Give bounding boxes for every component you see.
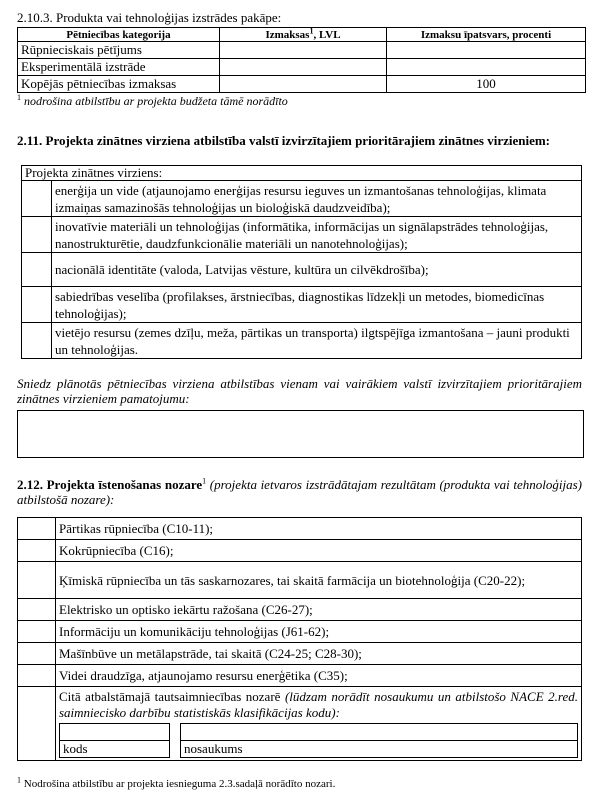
list-item — [18, 643, 582, 665]
name-label: nosaukums — [181, 741, 578, 758]
direction-checkbox[interactable] — [22, 287, 52, 323]
research-cost-table — [17, 27, 586, 93]
list-item — [18, 599, 582, 621]
industry-label: Mašīnbūve un metālapstrāde, tai skaitā (C24-25; C28-30); — [56, 643, 582, 665]
row-category: Rūpnieciskais pētījums — [18, 42, 220, 59]
cost-input[interactable] — [220, 59, 387, 76]
science-direction-header: Projekta zinātnes virziens: — [22, 166, 582, 181]
section-2-12-title: 2.12. Projekta īstenošanas nozare$^1$ (projekta ietvaros izstrādātajam rezultātam (produkta vai tehnoloģijas) atbilstošā nozare): — [17, 476, 582, 507]
other-industry-fields — [59, 723, 578, 758]
list-item — [18, 687, 582, 761]
industry-table — [17, 517, 582, 761]
industry-label: Pārtikas rūpniecība (C10-11); — [56, 518, 582, 540]
industry-label: Kokrūpniecība (C16); — [56, 540, 582, 562]
direction-label: sabiedrības veselība (profilakses, ārstniecības, diagnostikas līdzekļi un metodes, biomedicīnas tehnoloģijas); — [52, 287, 582, 323]
justification-textarea[interactable] — [17, 410, 584, 458]
table-row — [18, 42, 586, 59]
share-input[interactable]: 100 — [387, 76, 586, 93]
code-label: kods — [60, 741, 170, 758]
industry-checkbox[interactable] — [18, 562, 56, 599]
row-category: Eksperimentālā izstrāde — [18, 59, 220, 76]
industry-checkbox[interactable] — [18, 518, 56, 540]
list-item — [22, 217, 582, 253]
table-row — [18, 59, 586, 76]
direction-label: enerģija un vide (atjaunojamo enerģijas resursu ieguves un izmantošanas tehnoloģijas, klimata izmaiņas samazinošās tehnoloģijas un bioloģiskā daudzveidība); — [52, 181, 582, 217]
col-header-category: Pētniecības kategorija — [18, 28, 220, 42]
name-input[interactable] — [181, 724, 578, 741]
table-row — [18, 76, 586, 93]
list-item — [22, 181, 582, 217]
direction-label: nacionālā identitāte (valoda, Latvijas vēsture, kultūra un cilvēkdrošība); — [52, 253, 582, 287]
industry-checkbox[interactable] — [18, 599, 56, 621]
cost-input[interactable] — [220, 42, 387, 59]
footnote-2-12: $^1$ Nodrošina atbilstību ar projekta iesnieguma 2.3.sadaļā norādīto nozari. — [17, 775, 336, 790]
list-item — [18, 518, 582, 540]
industry-checkbox[interactable] — [18, 621, 56, 643]
list-item — [22, 253, 582, 287]
list-item — [18, 562, 582, 599]
list-item — [22, 287, 582, 323]
direction-label: inovatīvie materiāli un tehnoloģijas (informātika, informācijas un signālapstrādes tehnoloģijas, nanostrukturētie, daudzfunkcionālie materiāli un nanotehnoloģijas); — [52, 217, 582, 253]
science-direction-table — [21, 165, 582, 359]
industry-checkbox[interactable] — [18, 643, 56, 665]
direction-checkbox[interactable] — [22, 253, 52, 287]
other-industry-text: Citā atbalstāmajā tautsaimniecības nozarē (lūdzam norādīt nosaukumu un atbilstošo NACE 2.red. saimniecisko darbību statistiskās klasifikācijas kodu): — [59, 689, 579, 720]
share-input[interactable] — [387, 42, 586, 59]
direction-label: vietējo resursu (zemes dzīļu, meža, pārtikas un transporta) ilgtspējīga izmantošana – jauni produkti un tehnoloģijas. — [52, 323, 582, 359]
list-item — [18, 540, 582, 562]
justification-prompt: Sniedz plānotās pētniecības virziena atbilstības vienam vai vairākiem valstī izvirzītajiem prioritārajiem zinātnes virzieniem pamatojumu: — [17, 376, 582, 406]
industry-label: Informāciju un komunikāciju tehnoloģijas (J61-62); — [56, 621, 582, 643]
direction-checkbox[interactable] — [22, 181, 52, 217]
list-item — [22, 323, 582, 359]
col-header-share: Izmaksu īpatsvars, procenti — [387, 28, 586, 42]
industry-label: Elektrisko un optisko iekārtu ražošana (C26-27); — [56, 599, 582, 621]
section-2-10-3-title: 2.10.3. Produkta vai tehnoloģijas izstrādes pakāpe: — [17, 10, 282, 25]
direction-checkbox[interactable] — [22, 217, 52, 253]
list-item — [18, 665, 582, 687]
direction-checkbox[interactable] — [22, 323, 52, 359]
industry-checkbox[interactable] — [18, 665, 56, 687]
share-input[interactable] — [387, 59, 586, 76]
code-input[interactable] — [60, 724, 170, 741]
row-category: Kopējās pētniecības izmaksas — [18, 76, 220, 93]
industry-checkbox[interactable] — [18, 687, 56, 761]
industry-label: Ķīmiskā rūpniecība un tās saskarnozares, tai skaitā farmācija un biotehnoloģija (C20-22); — [56, 562, 582, 599]
industry-checkbox[interactable] — [18, 540, 56, 562]
cost-input[interactable] — [220, 76, 387, 93]
list-item — [18, 621, 582, 643]
industry-label: Videi draudzīga, atjaunojamo resursu enerģētika (C35); — [56, 665, 582, 687]
col-header-cost: Izmaksas$^1$, LVL — [220, 28, 387, 42]
section-2-11-title: 2.11. Projekta zinātnes virziena atbilstība valstī izvirzītajiem prioritārajiem zinātnes virzieniem: — [17, 133, 551, 148]
other-industry-cell — [56, 687, 582, 761]
footnote-2-10-3: $^1$ nodrošina atbilstību ar projekta budžeta tāmē norādīto — [17, 93, 288, 108]
